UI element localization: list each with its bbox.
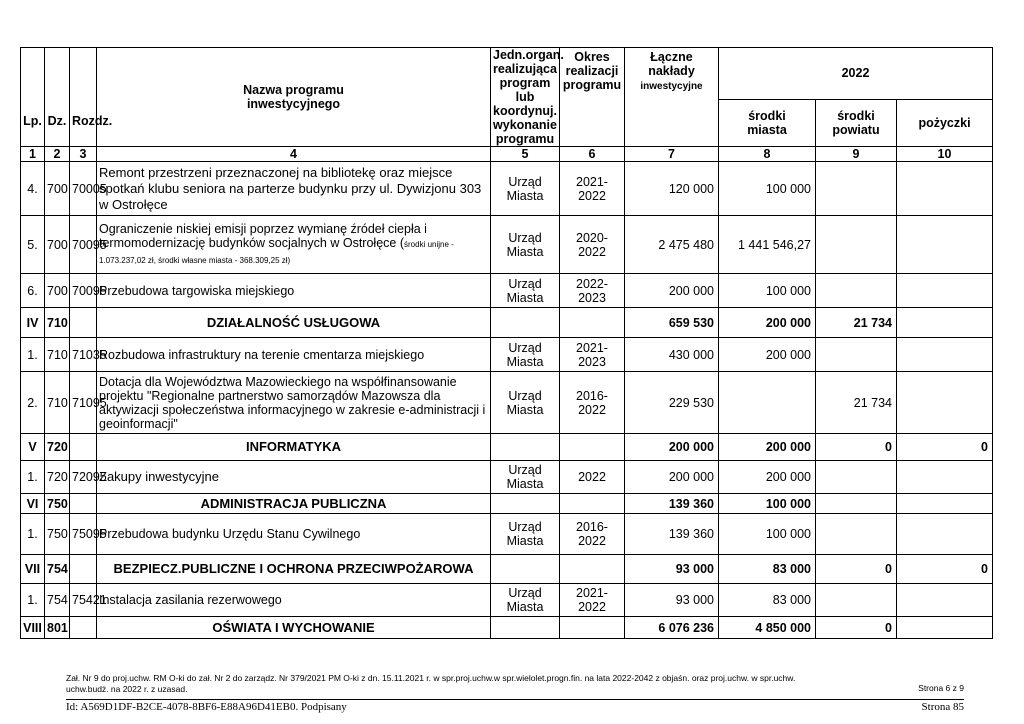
row-lp: 5. bbox=[21, 216, 45, 274]
row-jedn-l1: Urząd bbox=[508, 463, 542, 477]
col-number: 7 bbox=[625, 147, 719, 162]
header-srodki-powiatu-l2: powiatu bbox=[832, 122, 880, 137]
header-jedn bbox=[491, 48, 564, 147]
row-lp: 1. bbox=[21, 584, 45, 617]
row-jedn bbox=[491, 372, 560, 434]
header-jedn-l4: koordynuj. bbox=[493, 104, 557, 118]
section-row bbox=[21, 308, 993, 338]
row-dz: 700 bbox=[45, 162, 70, 216]
row-jedn-l2: Miasta bbox=[506, 402, 544, 417]
section-laczne: 139 360 bbox=[625, 494, 719, 514]
header-okres-l1: Okres bbox=[574, 50, 610, 64]
row-name-note: środki unijne - 1.073.237,02 zł, środki własne miasta - 368.309,25 zł) bbox=[99, 239, 454, 265]
row-rozdz: 70095 bbox=[70, 274, 97, 308]
row-rozdz: 72095 bbox=[70, 461, 97, 494]
row-okres-l1: 2021- bbox=[576, 586, 608, 600]
row-pozyczki bbox=[897, 461, 993, 494]
section-rozdz bbox=[70, 494, 97, 514]
row-pozyczki bbox=[897, 338, 993, 372]
section-row bbox=[21, 555, 993, 584]
section-row bbox=[21, 434, 993, 461]
row-dz: 710 bbox=[45, 372, 70, 434]
header-laczne-l1: Łączne bbox=[650, 50, 693, 64]
header-row bbox=[21, 48, 993, 100]
row-okres bbox=[560, 162, 625, 216]
section-lp: VI bbox=[21, 494, 45, 514]
row-dz: 700 bbox=[45, 216, 70, 274]
header-rozdz: Rozdz. bbox=[70, 48, 97, 147]
section-okres bbox=[560, 494, 625, 514]
row-okres-l1: 2016- bbox=[576, 388, 608, 403]
row-dz: 750 bbox=[45, 514, 70, 555]
section-rozdz bbox=[70, 308, 97, 338]
col-number: 3 bbox=[70, 147, 97, 162]
row-jedn bbox=[491, 461, 560, 494]
section-row bbox=[21, 617, 993, 639]
section-dz: 754 bbox=[45, 555, 70, 584]
row-jedn-l2: Miasta bbox=[506, 244, 544, 259]
row-jedn-l1: Urząd bbox=[508, 230, 542, 245]
header-okres-l2: realizacji bbox=[565, 64, 619, 78]
section-dz: 801 bbox=[45, 617, 70, 639]
row-name: Remont przestrzeni przeznaczonej na bibliotekę oraz miejsce spotkań klubu seniora na parterze budynku przy ul. Dywizjonu 303 w Ostrołęce bbox=[97, 162, 491, 216]
page-number: Strona 85 bbox=[921, 701, 964, 713]
table-row bbox=[21, 514, 993, 555]
header-srodki-miasta-l2: miasta bbox=[747, 122, 787, 137]
section-rozdz bbox=[70, 617, 97, 639]
row-jedn bbox=[491, 514, 560, 555]
row-rozdz: 70095 bbox=[70, 216, 97, 274]
header-okres-l3: programu bbox=[562, 78, 622, 92]
row-name: Zakupy inwestycyjne bbox=[97, 461, 491, 494]
row-okres bbox=[560, 372, 625, 434]
section-powiatu: 0 bbox=[816, 434, 897, 461]
row-okres bbox=[560, 274, 625, 308]
row-miasta: 200 000 bbox=[719, 338, 816, 372]
row-laczne: 430 000 bbox=[625, 338, 719, 372]
row-jedn-l1: Urząd bbox=[508, 388, 542, 403]
row-jedn-l2: Miasta bbox=[506, 477, 544, 491]
row-laczne: 139 360 bbox=[625, 514, 719, 555]
row-dz: 754 bbox=[45, 584, 70, 617]
col-number: 2 bbox=[45, 147, 70, 162]
row-rozdz: 71035 bbox=[70, 338, 97, 372]
row-name: Rozbudowa infrastruktury na terenie cmentarza miejskiego bbox=[97, 338, 491, 372]
document-id: Id: A569D1DF-B2CE-4078-8BF6-E88A96D41EB0. Podpisany bbox=[66, 701, 347, 713]
row-jedn-l1: Urząd bbox=[508, 520, 542, 534]
header-srodki-powiatu-l1: środki bbox=[837, 108, 875, 123]
row-name: Przebudowa budynku Urzędu Stanu Cywilnego bbox=[97, 514, 491, 555]
row-miasta: 100 000 bbox=[719, 514, 816, 555]
row-jedn bbox=[491, 216, 560, 274]
row-jedn-l2: Miasta bbox=[506, 354, 544, 369]
section-powiatu: 0 bbox=[816, 617, 897, 639]
row-jedn-l2: Miasta bbox=[506, 188, 544, 203]
row-miasta: 100 000 bbox=[719, 274, 816, 308]
header-srodki-powiatu bbox=[816, 99, 897, 146]
row-jedn-l2: Miasta bbox=[506, 534, 544, 548]
section-jedn bbox=[491, 434, 560, 461]
section-name: BEZPIECZ.PUBLICZNE I OCHRONA PRZECIWPOŻAROWA bbox=[97, 555, 491, 584]
header-lp: Lp. bbox=[21, 48, 45, 147]
section-pozyczki bbox=[897, 308, 993, 338]
section-laczne: 200 000 bbox=[625, 434, 719, 461]
row-miasta: 1 441 546,27 bbox=[719, 216, 816, 274]
row-pozyczki bbox=[897, 514, 993, 555]
row-okres bbox=[560, 338, 625, 372]
row-powiatu: 21 734 bbox=[816, 372, 897, 434]
header-jedn-l2: realizująca bbox=[493, 62, 557, 76]
row-jedn-l2: Miasta bbox=[506, 290, 544, 305]
row-powiatu bbox=[816, 162, 897, 216]
section-jedn bbox=[491, 555, 560, 584]
row-laczne: 200 000 bbox=[625, 274, 719, 308]
section-dz: 710 bbox=[45, 308, 70, 338]
section-pozyczki: 0 bbox=[897, 555, 993, 584]
row-powiatu bbox=[816, 584, 897, 617]
section-dz: 750 bbox=[45, 494, 70, 514]
row-dz: 710 bbox=[45, 338, 70, 372]
section-laczne: 93 000 bbox=[625, 555, 719, 584]
row-pozyczki bbox=[897, 216, 993, 274]
row-name: Dotacja dla Województwa Mazowieckiego na współfinansowanie projektu "Regionalne partnerstwo samorządów Mazowsza dla aktywizacji społeczeństwa informacyjnego w zakresie e-administracji i geoinformacji" bbox=[97, 372, 491, 434]
section-powiatu: 21 734 bbox=[816, 308, 897, 338]
section-okres bbox=[560, 434, 625, 461]
row-okres-l2: 2023 bbox=[578, 354, 606, 369]
header-jedn-l3: program lub bbox=[499, 76, 551, 104]
footer-note bbox=[66, 673, 966, 695]
page-of-label: Strona 6 z 9 bbox=[918, 683, 964, 693]
section-okres bbox=[560, 308, 625, 338]
row-pozyczki bbox=[897, 584, 993, 617]
row-pozyczki bbox=[897, 274, 993, 308]
row-rozdz: 75421 bbox=[70, 584, 97, 617]
col-number: 4 bbox=[97, 147, 491, 162]
section-miasta: 100 000 bbox=[719, 494, 816, 514]
row-powiatu bbox=[816, 338, 897, 372]
row-jedn-l1: Urząd bbox=[508, 586, 542, 600]
row-lp: 4. bbox=[21, 162, 45, 216]
row-miasta: 200 000 bbox=[719, 461, 816, 494]
section-lp: IV bbox=[21, 308, 45, 338]
row-okres bbox=[560, 584, 625, 617]
header-laczne-l2: nakłady bbox=[648, 64, 695, 78]
table-row bbox=[21, 584, 993, 617]
section-pozyczki bbox=[897, 494, 993, 514]
section-okres bbox=[560, 555, 625, 584]
row-powiatu bbox=[816, 216, 897, 274]
header-jedn-l6: programu bbox=[495, 132, 555, 146]
section-miasta: 200 000 bbox=[719, 434, 816, 461]
row-dz: 700 bbox=[45, 274, 70, 308]
row-powiatu bbox=[816, 514, 897, 555]
section-jedn bbox=[491, 494, 560, 514]
table-row bbox=[21, 216, 993, 274]
header-srodki-miasta bbox=[719, 99, 816, 146]
investment-table bbox=[20, 47, 993, 639]
header-dz: Dz. bbox=[45, 48, 70, 147]
row-okres-l2: 2022 bbox=[578, 600, 606, 614]
row-okres-l2: 2022 bbox=[578, 188, 606, 203]
section-pozyczki bbox=[897, 617, 993, 639]
row-laczne: 120 000 bbox=[625, 162, 719, 216]
table-row bbox=[21, 162, 993, 216]
row-lp: 6. bbox=[21, 274, 45, 308]
row-jedn-l1: Urząd bbox=[508, 174, 542, 189]
row-laczne: 93 000 bbox=[625, 584, 719, 617]
header-nazwa-l1: Nazwa programu bbox=[243, 83, 344, 97]
section-lp: V bbox=[21, 434, 45, 461]
table-row bbox=[21, 338, 993, 372]
section-rozdz bbox=[70, 555, 97, 584]
row-okres-l2: 2022 bbox=[578, 244, 606, 259]
row-okres-l1: 2016- bbox=[576, 520, 608, 534]
row-okres-l1: 2022- bbox=[576, 276, 608, 291]
col-number: 6 bbox=[560, 147, 625, 162]
header-pozyczki: pożyczki bbox=[897, 99, 993, 146]
section-miasta: 83 000 bbox=[719, 555, 816, 584]
section-name: ADMINISTRACJA PUBLICZNA bbox=[97, 494, 491, 514]
row-lp: 1. bbox=[21, 338, 45, 372]
row-lp: 2. bbox=[21, 372, 45, 434]
row-jedn-l2: Miasta bbox=[506, 600, 544, 614]
row-okres bbox=[560, 514, 625, 555]
row-okres-l1: 2020- bbox=[576, 230, 608, 245]
row-jedn-l1: Urząd bbox=[508, 340, 542, 355]
section-lp: VII bbox=[21, 555, 45, 584]
row-okres-l2: 2023 bbox=[578, 290, 606, 305]
row-laczne: 229 530 bbox=[625, 372, 719, 434]
row-rozdz: 75095 bbox=[70, 514, 97, 555]
row-name bbox=[97, 216, 491, 274]
footer-note-line2: uchw.budż. na 2022 r. z uzasad. bbox=[66, 684, 188, 694]
section-row bbox=[21, 494, 993, 514]
row-miasta bbox=[719, 372, 816, 434]
row-lp: 1. bbox=[21, 514, 45, 555]
row-okres-l1: 2021- bbox=[576, 174, 608, 189]
row-okres-l2: 2022 bbox=[578, 402, 606, 417]
section-pozyczki: 0 bbox=[897, 434, 993, 461]
section-name: INFORMATYKA bbox=[97, 434, 491, 461]
document-id-line bbox=[66, 699, 964, 713]
section-powiatu bbox=[816, 494, 897, 514]
row-jedn bbox=[491, 584, 560, 617]
row-okres bbox=[560, 216, 625, 274]
table-row bbox=[21, 461, 993, 494]
col-number: 5 bbox=[491, 147, 560, 162]
section-powiatu: 0 bbox=[816, 555, 897, 584]
section-miasta: 200 000 bbox=[719, 308, 816, 338]
row-name: Instalacja zasilania rezerwowego bbox=[97, 584, 491, 617]
col-number: 1 bbox=[21, 147, 45, 162]
section-laczne: 6 076 236 bbox=[625, 617, 719, 639]
section-laczne: 659 530 bbox=[625, 308, 719, 338]
row-laczne: 2 475 480 bbox=[625, 216, 719, 274]
row-pozyczki bbox=[897, 162, 993, 216]
section-name: DZIAŁALNOŚĆ USŁUGOWA bbox=[97, 308, 491, 338]
section-dz: 720 bbox=[45, 434, 70, 461]
row-jedn bbox=[491, 162, 560, 216]
row-jedn bbox=[491, 338, 560, 372]
footer-note-line1: Zał. Nr 9 do proj.uchw. RM O-ki do zał. Nr 2 do zarządz. Nr 379/2021 PM O-ki z dn. 15.11.2021 r. w spr.proj.uchw.w spr.wielolet.progn.fin. na lata 2022-2042 z objaśn. oraz proj.uchw. w spr.uchw. bbox=[66, 673, 796, 683]
row-pozyczki bbox=[897, 372, 993, 434]
section-jedn bbox=[491, 617, 560, 639]
row-jedn bbox=[491, 274, 560, 308]
row-okres-l1: 2021- bbox=[576, 340, 608, 355]
header-laczne-l3: inwestycyjne bbox=[640, 81, 703, 92]
row-okres: 2022 bbox=[560, 461, 625, 494]
header-year: 2022 bbox=[719, 48, 993, 100]
header-laczne bbox=[625, 48, 719, 147]
row-rozdz: 70005 bbox=[70, 162, 97, 216]
row-name: Przebudowa targowiska miejskiego bbox=[97, 274, 491, 308]
row-powiatu bbox=[816, 461, 897, 494]
section-name: OŚWIATA I WYCHOWANIE bbox=[97, 617, 491, 639]
header-nazwa bbox=[97, 48, 491, 147]
row-powiatu bbox=[816, 274, 897, 308]
table-row bbox=[21, 274, 993, 308]
column-number-row bbox=[21, 147, 993, 162]
section-rozdz bbox=[70, 434, 97, 461]
row-miasta: 83 000 bbox=[719, 584, 816, 617]
header-jedn-l1: Jedn.organ. bbox=[493, 48, 564, 62]
table-row bbox=[21, 372, 993, 434]
col-number: 10 bbox=[897, 147, 993, 162]
header-okres bbox=[560, 48, 625, 147]
section-okres bbox=[560, 617, 625, 639]
row-miasta: 100 000 bbox=[719, 162, 816, 216]
header-nazwa-l2: inwestycyjnego bbox=[246, 97, 341, 111]
header-srodki-miasta-l1: środki bbox=[748, 108, 786, 123]
header-jedn-l5: wykonanie bbox=[493, 118, 557, 132]
section-jedn bbox=[491, 308, 560, 338]
row-jedn-l1: Urząd bbox=[508, 276, 542, 291]
section-miasta: 4 850 000 bbox=[719, 617, 816, 639]
row-dz: 720 bbox=[45, 461, 70, 494]
row-okres-l2: 2022 bbox=[578, 534, 606, 548]
row-laczne: 200 000 bbox=[625, 461, 719, 494]
row-rozdz: 71095 bbox=[70, 372, 97, 434]
row-lp: 1. bbox=[21, 461, 45, 494]
col-number: 8 bbox=[719, 147, 816, 162]
section-lp: VIII bbox=[21, 617, 45, 639]
row-name-main: Ograniczenie niskiej emisji poprzez wymianę źródeł ciepła i termomodernizację budynków socjalnych w Ostrołęce ( bbox=[99, 221, 427, 250]
col-number: 9 bbox=[816, 147, 897, 162]
